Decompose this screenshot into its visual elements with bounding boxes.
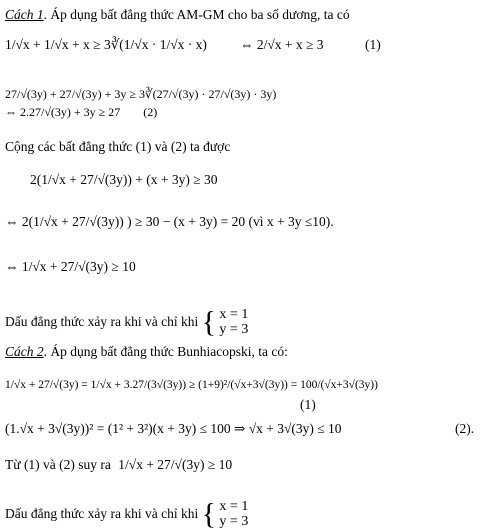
- method-2-label: Cách 2: [5, 344, 44, 359]
- left-brace: {: [201, 305, 217, 339]
- method-1-label: Cách 1: [5, 7, 44, 22]
- system-1: x = 1 y = 3: [219, 307, 249, 337]
- bunhiacopski-inequality: 1/√x + 27/√(3y) = 1/√x + 3.27/(3√(3y)) ≥ (1+9)²/(√x+3√(3y)) = 100/(√x+3√(3y)): [5, 379, 378, 391]
- system-2: x = 1 y = 3: [219, 499, 249, 529]
- equation-tag-4: (2).: [455, 421, 475, 436]
- equality-condition-2: Dấu đẳng thức xảy ra khi và chỉ khi { x = 1 y = 3: [5, 497, 249, 531]
- method-2-text: . Áp dụng bất đẳng thức Bunhiacopski, ta có:: [43, 344, 288, 359]
- am-gm-inequality-2: 27/√(3y) + 27/√(3y) + 3y ≥ 3∛(27/√(3y) · 27/√(3y) · 3y): [5, 87, 277, 101]
- left-brace: {: [201, 497, 217, 531]
- conclusion: Từ (1) và (2) suy ra 1/√x + 27/√(3y) ≥ 10: [5, 457, 233, 472]
- sum-inequality: 2(1/√x + 27/√(3y)) + (x + 3y) ≥ 30: [30, 172, 218, 187]
- sum-statement: Cộng các bất đẳng thức (1) và (2) ta được: [5, 139, 231, 154]
- am-gm-inequality-1-left: 1/√x + 1/√x + x ≥ 3∛(1/√x · 1/√x · x): [5, 37, 207, 52]
- equation-tag-2: (2): [143, 105, 158, 119]
- equivalent-inequality: ⇔ 2(1/√x + 27/√(3y)) ) ≥ 30 − (x + 3y) = 20 (vì x + 3y ≤10).: [5, 214, 334, 229]
- method-2-heading: [5, 345, 288, 359]
- equation-tag-3: (1): [300, 397, 316, 412]
- equality-condition-1: Dấu đẳng thức xảy ra khi và chỉ khi { x = 1 y = 3: [5, 305, 249, 339]
- am-gm-inequality-2-equivalent: ⇔ 2.27/√(3y) + 3y ≥ 27 (2): [5, 105, 158, 119]
- bunhiacopski-bound: (1.√x + 3√(3y))² = (1² + 3²)(x + 3y) ≤ 100 ⇒ √x + 3√(3y) ≤ 10: [5, 421, 342, 436]
- method-1-heading: [5, 8, 350, 22]
- result-inequality: ⇔ 1/√x + 27/√(3y) ≥ 10: [5, 259, 136, 274]
- method-1-text: . Áp dụng bất đẳng thức AM-GM cho ba số dương, ta có: [43, 7, 350, 22]
- am-gm-inequality-1: [5, 38, 207, 52]
- equation-tag-1: (1): [365, 37, 381, 52]
- am-gm-inequality-1-equivalent: ⇔ 2/√x + x ≥ 3: [240, 37, 324, 52]
